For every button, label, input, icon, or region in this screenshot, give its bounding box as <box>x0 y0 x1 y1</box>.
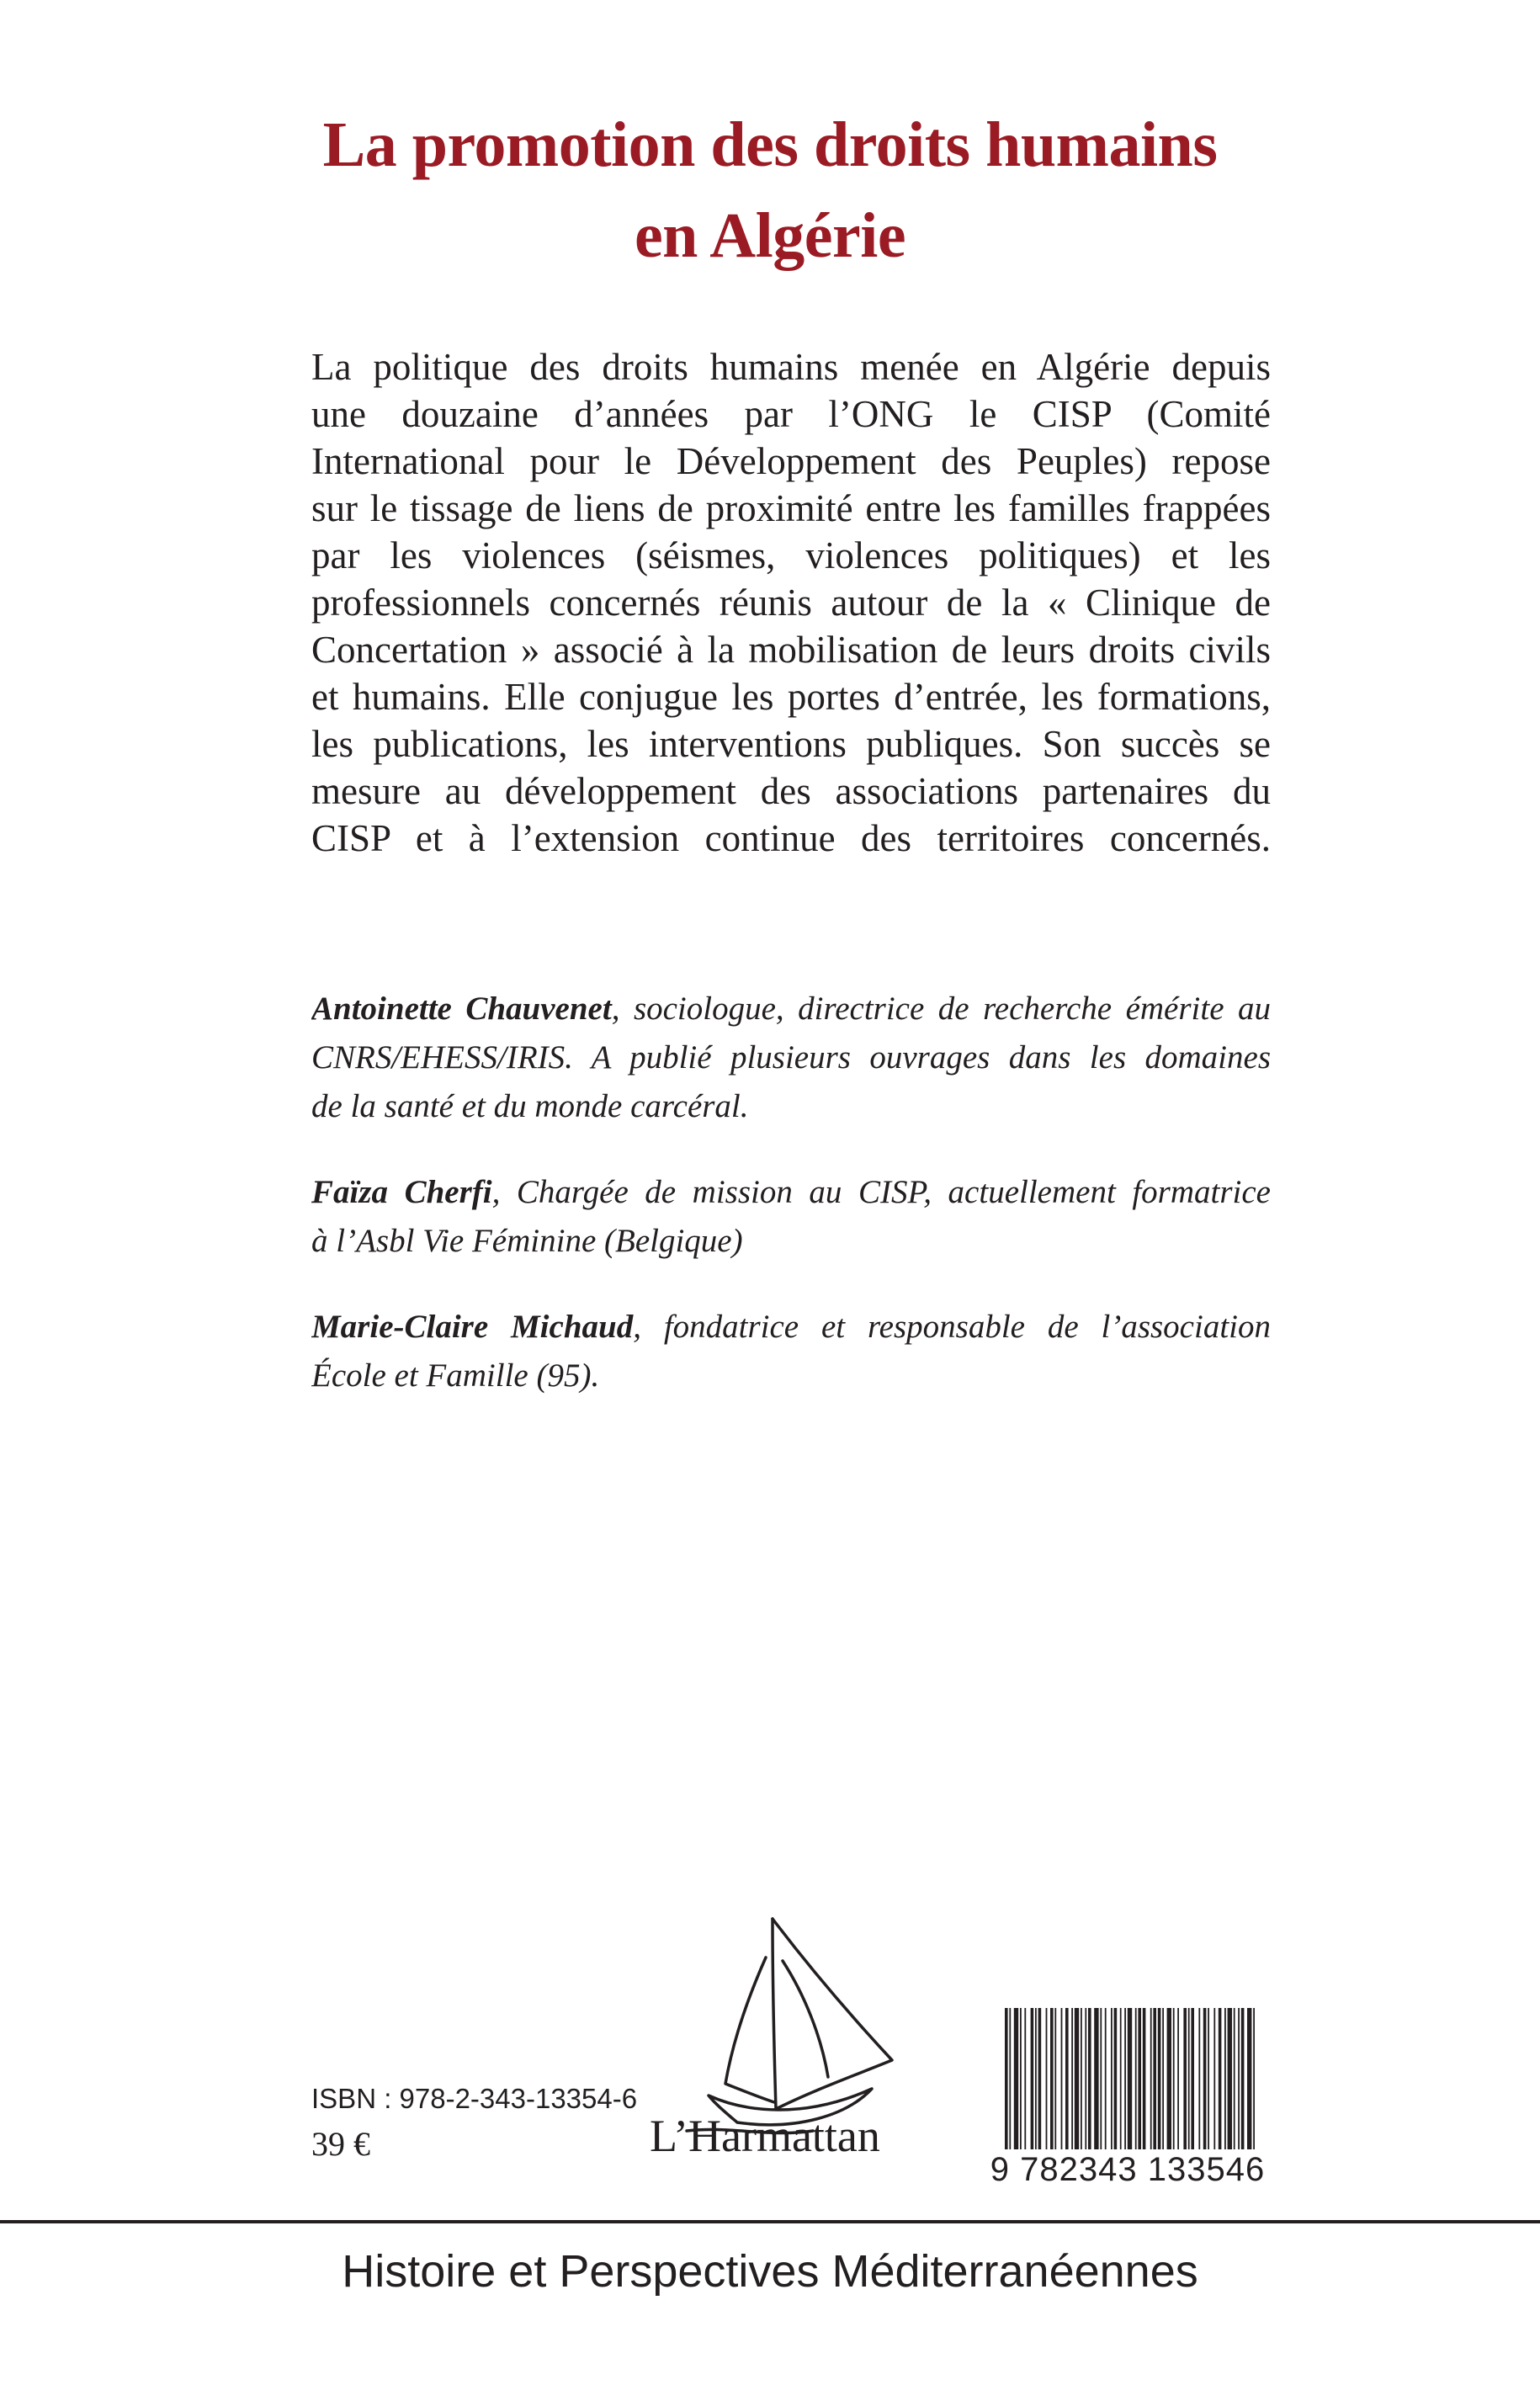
barcode-bar <box>1075 2008 1079 2149</box>
author-name: Faïza Cherfi <box>311 1174 492 1210</box>
summary-line: La politique des droits humains menée en Algérie depuis <box>311 346 1271 388</box>
barcode-bar <box>1228 2008 1232 2149</box>
collection-name: Histoire et Perspectives Méditerranéennes <box>342 2246 1198 2297</box>
barcode-bar <box>1238 2008 1240 2149</box>
barcode-bar <box>1158 2008 1161 2149</box>
barcode-bar <box>1065 2008 1069 2149</box>
barcode-bar <box>1188 2008 1190 2149</box>
barcode-bar <box>1071 2008 1073 2149</box>
barcode-bar <box>1038 2008 1042 2149</box>
author-bio-cherfi <box>311 1168 1271 1266</box>
barcode-bar <box>1253 2008 1255 2149</box>
author-bio-line <box>311 1303 1271 1352</box>
barcode-bar <box>1085 2008 1086 2149</box>
summary-line: mesure au développement des associations partenaires du <box>311 770 1271 812</box>
author-bio-line <box>311 985 1271 1033</box>
barcode-bar <box>1183 2008 1187 2149</box>
barcode-bar <box>1198 2008 1200 2149</box>
author-bio-text: , sociologue, directrice de recherche émérite au <box>611 991 1271 1027</box>
barcode-bar <box>1177 2008 1179 2149</box>
barcode-bar <box>1138 2008 1141 2149</box>
barcode-bar <box>1153 2008 1156 2149</box>
barcode-bar <box>1094 2008 1098 2149</box>
barcode-bar <box>1224 2008 1226 2149</box>
barcode-bar <box>1128 2008 1132 2149</box>
barcode-bar <box>1167 2008 1171 2149</box>
barcode-bar <box>1014 2008 1018 2149</box>
barcode-bar <box>1219 2008 1222 2149</box>
author-bio-line: CNRS/EHESS/IRIS. A publié plusieurs ouvrages dans les domaines <box>311 1039 1271 1076</box>
barcode-bar <box>1031 2008 1034 2149</box>
publisher-name: L’Harmattan <box>650 2111 880 2161</box>
barcode-bar <box>1054 2008 1056 2149</box>
author-bio-text: , Chargée de mission au CISP, actuellement formatrice <box>491 1174 1271 1210</box>
barcode-bar <box>1005 2008 1008 2149</box>
barcode-bar <box>1050 2008 1054 2149</box>
barcode-bar <box>1234 2008 1235 2149</box>
barcode-bar <box>1024 2008 1026 2149</box>
barcode-bar <box>1061 2008 1063 2149</box>
barcode-bar <box>1009 2008 1011 2149</box>
barcode-bar <box>1100 2008 1102 2149</box>
author-bios <box>311 985 1271 1437</box>
barcode-bar <box>1191 2008 1194 2149</box>
author-bio-line: École et Famille (95). <box>311 1357 600 1394</box>
barcode-bar <box>1150 2008 1152 2149</box>
author-bio-text: , fondatrice et responsable de l’association <box>633 1309 1271 1345</box>
divider <box>0 2220 1540 2223</box>
barcode-bar <box>1111 2008 1113 2149</box>
author-bio-chauvenet <box>311 985 1271 1131</box>
barcode-bar <box>1114 2008 1118 2149</box>
author-name: Antoinette Chauvenet <box>311 991 612 1027</box>
barcode-bar <box>1241 2008 1245 2149</box>
summary-line: les publications, les interventions publiques. Son succès se <box>311 723 1271 765</box>
barcode-bar <box>1213 2008 1215 2149</box>
barcode-bar <box>1120 2008 1122 2149</box>
barcode-bar <box>1124 2008 1126 2149</box>
book-title-line-2: en Algérie <box>634 200 906 271</box>
summary-line: par les violences (séismes, violences politiques) et les <box>311 534 1271 576</box>
barcode-bar <box>1208 2008 1209 2149</box>
barcode-bar <box>1143 2008 1146 2149</box>
price: 39 € <box>311 2125 370 2163</box>
barcode-bar <box>1203 2008 1207 2149</box>
barcode <box>986 2008 1269 2193</box>
book-title <box>0 99 1540 281</box>
barcode-bar <box>1020 2008 1022 2149</box>
summary-line: Concertation » associé à la mobilisation de leurs droits civils <box>311 629 1271 671</box>
barcode-bar <box>1088 2008 1091 2149</box>
barcode-number: 9 782343 133546 <box>990 2151 1266 2188</box>
author-bio-line: à l’Asbl Vie Féminine (Belgique) <box>311 1223 743 1259</box>
barcode-bar <box>1173 2008 1175 2149</box>
barcode-bar <box>1105 2008 1107 2149</box>
summary-line: CISP et à l’extension continue des territoires concernés. <box>311 817 1271 859</box>
author-name: Marie-Claire Michaud <box>311 1309 634 1345</box>
summary-line: sur le tissage de liens de proximité entre les familles frappées <box>311 487 1271 529</box>
book-title-line-1: La promotion des droits humains <box>322 109 1218 180</box>
barcode-bar <box>1035 2008 1037 2149</box>
summary-line: International pour le Développement des Peuples) repose <box>311 440 1271 482</box>
barcode-bar <box>1247 2008 1251 2149</box>
barcode-bars <box>1003 2008 1256 2149</box>
barcode-bar <box>1162 2008 1164 2149</box>
summary-paragraph <box>311 343 1271 862</box>
barcode-bar <box>1135 2008 1137 2149</box>
isbn: ISBN : 978-2-343-13354-6 <box>311 2083 638 2114</box>
summary-line: une douzaine d’années par l’ONG le CISP (Comité <box>311 393 1271 435</box>
author-bio-michaud <box>311 1303 1271 1400</box>
summary-line: et humains. Elle conjugue les portes d’entrée, les formations, <box>311 676 1271 718</box>
barcode-bar <box>1046 2008 1048 2149</box>
summary-line: professionnels concernés réunis autour de la « Clinique de <box>311 582 1271 624</box>
barcode-bar <box>1081 2008 1082 2149</box>
author-bio-line <box>311 1168 1271 1217</box>
author-bio-line: de la santé et du monde carcéral. <box>311 1088 749 1124</box>
